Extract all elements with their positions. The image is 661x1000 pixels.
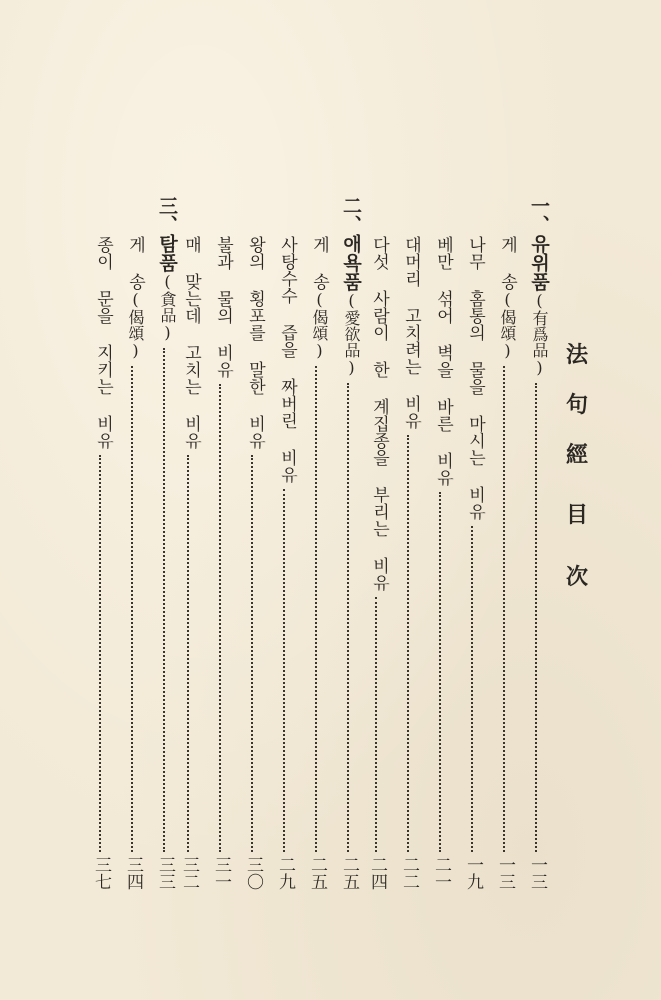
entry-title: 매 맞는데 고치는 비유 [181, 236, 201, 449]
page-number: 二二 [399, 856, 419, 890]
title-char: 法 [566, 342, 589, 368]
title-char: 目 [566, 502, 589, 528]
toc-entry [362, 236, 392, 916]
leader-dots [187, 455, 189, 852]
entry-title: 불과 물의 비유 [213, 236, 233, 378]
entry-hanja: (偈頌) [126, 290, 145, 360]
page-number: 三三 [155, 856, 175, 890]
toc-entry [426, 236, 456, 916]
leader-dots [163, 348, 165, 852]
entry-title: 종이 문을 지키는 비유 [93, 236, 113, 449]
entry-title: 나무 홈통의 물을 마시는 비유 [465, 236, 485, 520]
toc-entry [302, 236, 332, 916]
title-char: 經 [566, 442, 589, 468]
title-char: 句 [566, 392, 589, 418]
entry-title: 三、탐품 [156, 196, 178, 272]
toc-entry [118, 236, 148, 916]
leader-dots [375, 597, 377, 852]
leader-dots [251, 455, 253, 852]
entry-title: 게 송 [497, 236, 517, 290]
entry-title: 一、유위품 [528, 196, 550, 291]
entry-title: 二、애욕품 [340, 196, 362, 291]
leader-dots [219, 384, 221, 852]
page-number: 三二 [179, 856, 199, 890]
toc-entry [490, 236, 520, 916]
entry-title: 사탕수수 즙을 짜버린 비유 [277, 236, 297, 483]
entry-hanja: (貪品) [158, 272, 177, 342]
leader-dots [99, 455, 101, 852]
leader-dots [283, 489, 285, 852]
entry-hanja: (偈頌) [498, 290, 517, 360]
entry-hanja: (愛欲品) [342, 291, 361, 377]
toc-entry [458, 236, 488, 916]
leader-dots [471, 526, 473, 852]
leader-dots [535, 383, 537, 852]
toc-section [150, 196, 180, 916]
page-number: 二五 [339, 856, 359, 890]
page-number: 二四 [367, 856, 387, 890]
toc-section [334, 196, 364, 916]
entry-title: 다섯 사람이 한 계집종을 부리는 비유 [369, 236, 389, 591]
page-number: 一三 [495, 856, 515, 890]
toc-entry [238, 236, 268, 916]
entry-title: 게 송 [125, 236, 145, 290]
entry-title: 왕의 횡포를 말한 비유 [245, 236, 265, 449]
toc-entry [86, 236, 116, 916]
page-number: 三〇 [243, 856, 263, 890]
toc-title [566, 338, 600, 598]
page-number: 一三 [527, 856, 547, 890]
page-number: 三七 [91, 856, 111, 890]
toc-entry [206, 236, 236, 916]
leader-dots [439, 492, 441, 852]
leader-dots [407, 435, 409, 852]
page-number: 三四 [123, 856, 143, 890]
entry-title: 대머리 고치려는 비유 [401, 236, 421, 429]
page-number: 二一 [431, 856, 451, 890]
leader-dots [503, 366, 505, 852]
page-number: 三一 [211, 856, 231, 890]
toc-entry [394, 236, 424, 916]
page-number: 二九 [275, 856, 295, 890]
entry-hanja: (有爲品) [530, 291, 549, 377]
title-char: 次 [566, 564, 589, 590]
page-number: 二五 [307, 856, 327, 890]
leader-dots [131, 366, 133, 852]
entry-hanja: (偈頌) [310, 290, 329, 360]
toc-section [522, 196, 552, 916]
page-number: 一九 [463, 856, 483, 890]
leader-dots [347, 383, 349, 852]
leader-dots [315, 366, 317, 852]
entry-title: 게 송 [309, 236, 329, 290]
toc-entry [270, 236, 300, 916]
entry-title: 베만 섞어 벽을 바른 비유 [433, 236, 453, 486]
